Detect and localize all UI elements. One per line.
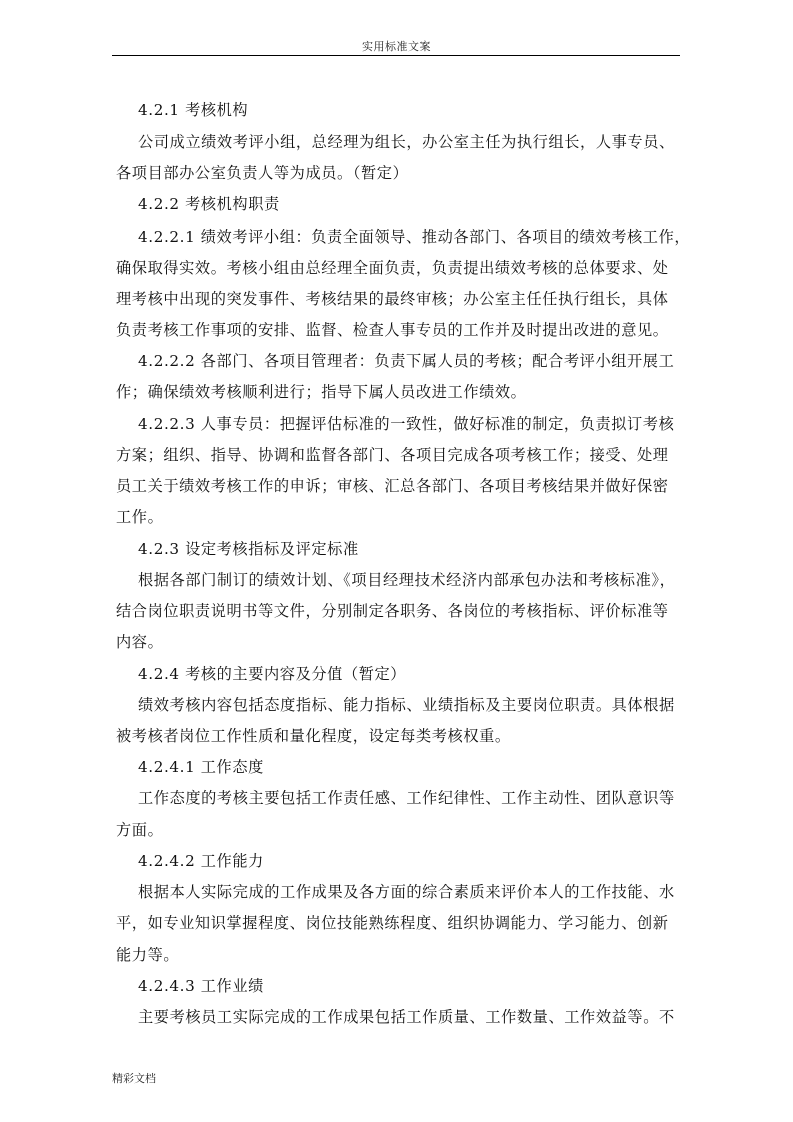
header-divider — [112, 55, 680, 56]
paragraph-line: 根据本人实际完成的工作成果及各方面的综合素质来评价本人的工作技能、水 — [138, 883, 675, 901]
paragraph-line: 方面。 — [116, 821, 164, 839]
paragraph-line: 平，如专业知识掌握程度、岗位技能熟练程度、组织协调能力、学习能力、创新 — [116, 914, 669, 932]
section-heading: 4.2.4.2 工作能力 — [138, 852, 264, 870]
paragraph-line: 结合岗位职责说明书等文件，分别制定各职务、各岗位的考核指标、评价标准等 — [116, 602, 669, 620]
paragraph-line: 被考核者岗位工作性质和量化程度，设定每类考核权重。 — [116, 727, 511, 745]
paragraph-line: 4.2.2.2 各部门、各项目管理者：负责下属人员的考核；配合考评小组开展工 — [138, 352, 675, 370]
section-heading: 4.2.4 考核的主要内容及分值（暂定） — [138, 665, 407, 683]
paragraph-line: 各项目部办公室负责人等为成员。（暂定） — [116, 164, 409, 182]
section-heading: 4.2.3 设定考核指标及评定标准 — [138, 540, 359, 558]
page-footer-text: 精彩文档 — [112, 1072, 156, 1085]
section-heading: 4.2.2 考核机构职责 — [138, 195, 280, 213]
paragraph-line: 公司成立绩效考评小组，总经理为组长，办公室主任为执行组长，人事专员、 — [138, 133, 675, 151]
paragraph-line: 工作态度的考核主要包括工作责任感、工作纪律性、工作主动性、团队意识等 — [138, 789, 675, 807]
paragraph-line: 4.2.2.1 绩效考评小组：负责全面领导、推动各部门、各项目的绩效考核工作， — [138, 228, 691, 246]
section-heading: 4.2.1 考核机构 — [138, 101, 249, 119]
paragraph-line: 方案；组织、指导、协调和监督各部门、各项目完成各项考核工作；接受、处理 — [116, 446, 669, 464]
paragraph-line: 4.2.2.3 人事专员：把握评估标准的一致性，做好标准的制定，负责拟订考核 — [138, 415, 675, 433]
section-heading: 4.2.4.3 工作业绩 — [138, 977, 264, 995]
paragraph-line: 绩效考核内容包括态度指标、能力指标、业绩指标及主要岗位职责。具体根据 — [138, 696, 675, 714]
section-heading: 4.2.4.1 工作态度 — [138, 758, 264, 776]
paragraph-line: 员工关于绩效考核工作的申诉；审核、汇总各部门、各项目考核结果并做好保密 — [116, 477, 669, 495]
paragraph-line: 负责考核工作事项的安排、监督、检查人事专员的工作并及时提出改进的意见。 — [116, 321, 669, 339]
paragraph-line: 根据各部门制订的绩效计划、《项目经理技术经济内部承包办法和考核标准》， — [138, 571, 676, 589]
paragraph-line: 工作。 — [116, 508, 164, 526]
paragraph-line: 作；确保绩效考核顺利进行；指导下属人员改进工作绩效。 — [116, 383, 527, 401]
paragraph-line: 理考核中出现的突发事件、考核结果的最终审核；办公室主任任执行组长，具体 — [116, 290, 669, 308]
paragraph-line: 能力等。 — [116, 946, 180, 964]
paragraph-line: 确保取得实效。考核小组由总经理全面负责，负责提出绩效考核的总体要求、处 — [116, 259, 669, 277]
paragraph-line: 主要考核员工实际完成的工作成果包括工作质量、工作数量、工作效益等。不 — [138, 1008, 675, 1026]
paragraph-line: 内容。 — [116, 633, 164, 651]
page-header-title: 实用标准文案 — [362, 40, 431, 53]
